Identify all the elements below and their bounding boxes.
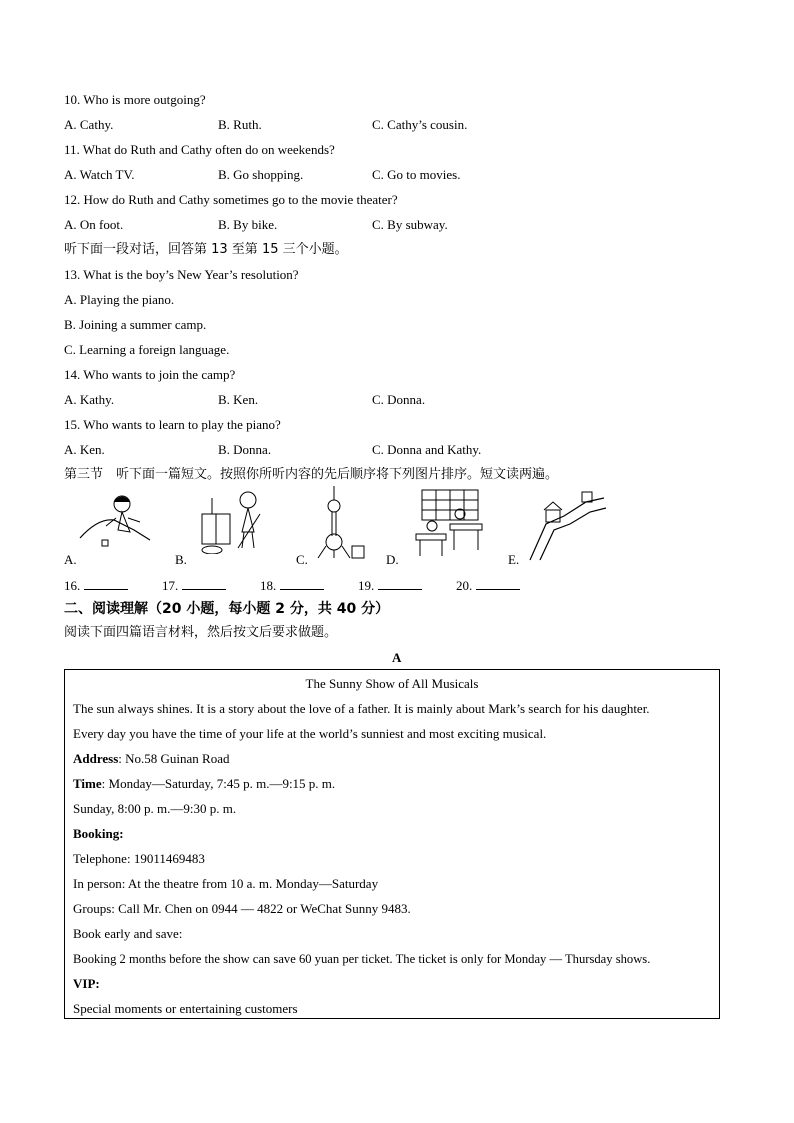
box-paragraph-1: The sun always shines. It is a story about the love of a father. It is mainly about Mark’s search for his daughter. [73,701,650,716]
blank-18[interactable] [260,577,324,594]
pic-label-e: E. [508,552,520,567]
q14-option-c: C. Donna. [372,392,426,407]
q12-option-c: C. By subway. [372,217,448,232]
q10-option-a: A. Cathy. [64,117,114,132]
box-title: The Sunny Show of All Musicals [305,676,479,691]
blank-19-label: 19. [358,578,375,593]
booking-label: Booking: [73,826,124,841]
box-paragraph-2: Every day you have the time of your life at the world’s sunniest and most exciting musical. [73,726,547,741]
girl-on-hill-picture [78,490,158,552]
pic-label-c: C. [296,552,308,567]
q15-option-b: B. Donna. [218,442,272,457]
passage-a-box [64,669,720,1019]
q10-option-b: B. Ruth. [218,117,262,132]
q11-option-a: A. Watch TV. [64,167,135,182]
reading-instruction: 阅读下面四篇语言材料，然后按文后要求做题。 [64,625,338,640]
time-weekday: : Monday—Saturday, 7:45 p. m.—9:15 p. m. [101,776,336,791]
blank-17-label: 17. [162,578,179,593]
blank-19[interactable] [358,577,422,594]
pic-label-b: B. [175,552,187,567]
time-sunday: Sunday, 8:00 p. m.—9:30 p. m. [73,801,237,816]
time-line [73,776,335,792]
blank-16[interactable] [64,577,128,594]
vip-line: Special moments or entertaining customers [73,1001,298,1016]
intro-13-15: 听下面一段对话，回答第 13 至第 15 三个小题。 [64,242,348,257]
booking-note: Booking 2 months before the show can save 60 yuan per ticket. The ticket is only for Monday — Thursday shows. [73,952,651,966]
question-11: 11. What do Ruth and Cathy often do on weekends? [64,142,335,157]
q12-option-b: B. By bike. [218,217,278,232]
q14-option-a: A. Kathy. [64,392,115,407]
q15-option-c: C. Donna and Kathy. [372,442,482,457]
pic-label-d: D. [386,552,399,567]
reading-heading: 二、阅读理解（20 小题，每小题 2 分，共 40 分） [64,601,390,617]
question-10: 10. Who is more outgoing? [64,92,206,107]
pic-label-a: A. [64,552,77,567]
tv-tower-picture [312,486,366,562]
q15-option-a: A. Ken. [64,442,105,457]
q11-option-c: C. Go to movies. [372,167,461,182]
blank-20[interactable] [456,577,520,594]
in-person-line: In person: At the theatre from 10 a. m. Monday—Saturday [73,876,379,891]
time-label: Time [73,776,102,791]
library-reading-picture [406,488,492,560]
q10-option-c: C. Cathy’s cousin. [372,117,468,132]
telephone-line: Telephone: 19011469483 [73,851,205,866]
question-15: 15. Who wants to learn to play the piano? [64,417,281,432]
question-12: 12. How do Ruth and Cathy sometimes go to the movie theater? [64,192,398,207]
address-label: Address [73,751,119,766]
q13-option-c: C. Learning a foreign language. [64,342,230,357]
q12-option-a: A. On foot. [64,217,124,232]
groups-line: Groups: Call Mr. Chen on 0944 — 4822 or WeChat Sunny 9483. [73,901,411,916]
blank-18-label: 18. [260,578,277,593]
question-14: 14. Who wants to join the camp? [64,367,236,382]
blank-17[interactable] [162,577,226,594]
q11-option-b: B. Go shopping. [218,167,304,182]
q13-option-a: A. Playing the piano. [64,292,175,307]
q14-option-b: B. Ken. [218,392,259,407]
great-wall-picture [526,488,608,562]
vip-label: VIP: [73,976,100,991]
address-line [73,751,230,767]
passage-letter: A [392,650,402,665]
q13-option-b: B. Joining a summer camp. [64,317,207,332]
book-early-line: Book early and save: [73,926,183,941]
blank-20-label: 20. [456,578,473,593]
address-value: : No.58 Guinan Road [118,751,230,766]
blank-16-label: 16. [64,578,81,593]
section-3-instruction: 第三节 听下面一篇短文。按照你所听内容的先后顺序将下列图片排序。短文读两遍。 [64,467,559,482]
girl-sweeping-picture [192,488,272,554]
question-13: 13. What is the boy’s New Year’s resolution? [64,267,299,282]
